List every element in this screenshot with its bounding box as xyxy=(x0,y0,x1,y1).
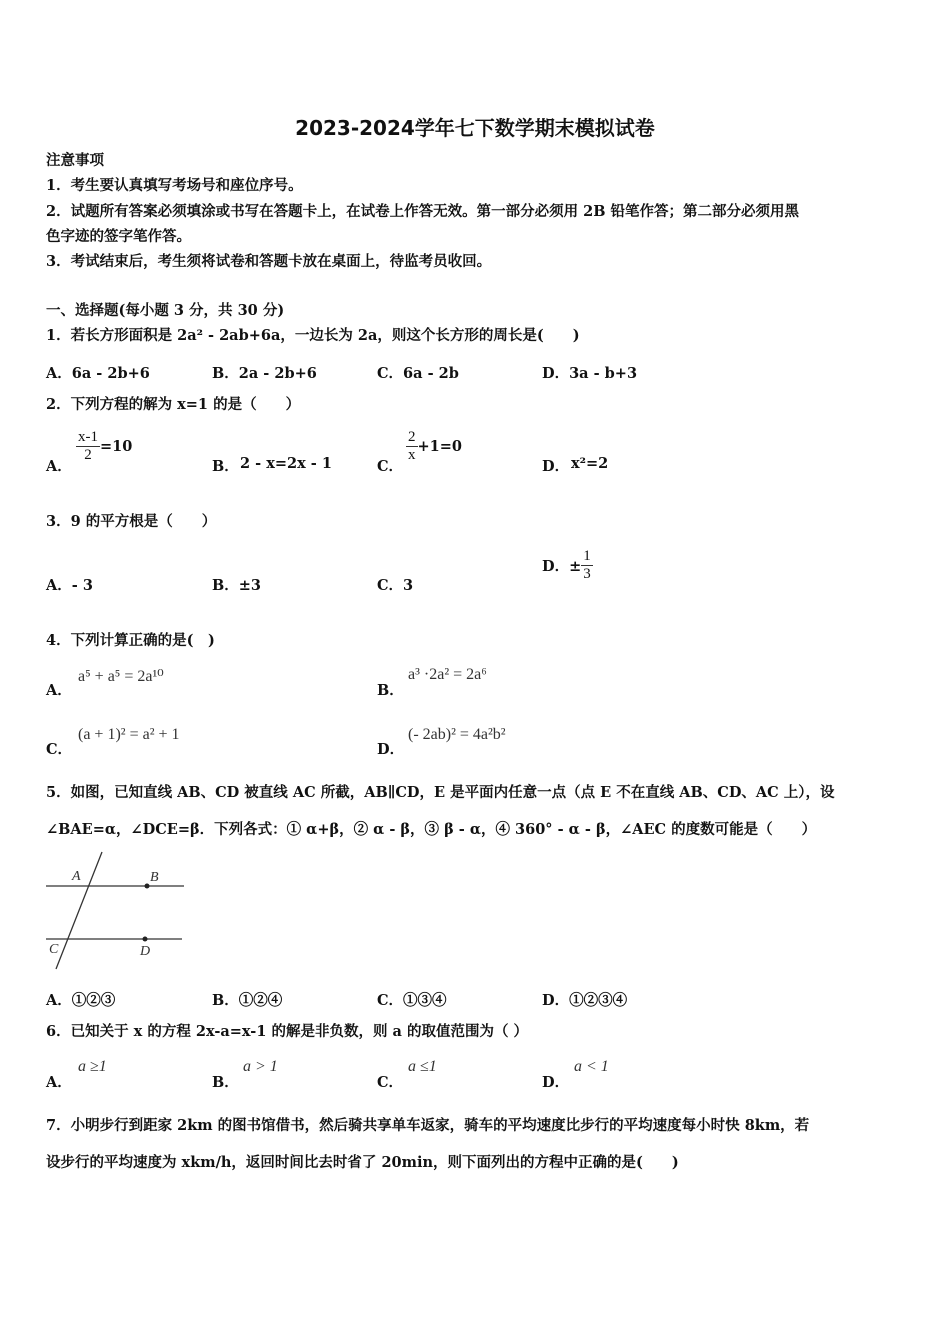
q6-option-b-label: B． xyxy=(212,1074,239,1091)
q5-option-b: B．①②④ xyxy=(212,992,283,1009)
question-1-stem: 1．若长方形面积是 2a² - 2ab+6a，一边长为 2a，则这个长方形的周长是( ) xyxy=(46,327,580,344)
notice-item: 3．考试结束后，考生须将试卷和答题卡放在桌面上，待监考员收回。 xyxy=(46,253,492,270)
q3-option-c: C．3 xyxy=(377,577,414,594)
q2-option-c-label: C． xyxy=(377,458,404,475)
fraction-numerator: 2 xyxy=(408,429,416,445)
point-b xyxy=(145,884,150,889)
label-b: B xyxy=(150,870,159,885)
q2-option-d-label: D． xyxy=(542,458,570,475)
q2-option-a-label: A． xyxy=(46,458,72,475)
q2-option-a xyxy=(76,429,132,464)
q1-option-c: C．6a - 2b xyxy=(377,365,459,382)
q1-option-b: B．2a - 2b+6 xyxy=(212,365,317,382)
q3-option-a: A．- 3 xyxy=(46,577,93,594)
question-3-stem: 3．9 的平方根是（ ） xyxy=(46,513,217,530)
q4-option-d-expr: (- 2ab)² = 4a²b² xyxy=(408,726,506,743)
equation-tail: +1=0 xyxy=(417,438,462,455)
q6-option-d-label: D． xyxy=(542,1074,570,1091)
question-7-line1: 7．小明步行到距家 2km 的图书馆借书，然后骑共享单车返家，骑车的平均速度比步行的平均速度每小时快 8km，若 xyxy=(46,1117,810,1134)
q4-option-c-label: C． xyxy=(46,741,73,758)
q5-option-a: A．①②③ xyxy=(46,992,116,1009)
q1-option-a: A．6a - 2b+6 xyxy=(46,365,150,382)
section-heading: 一、选择题(每小题 3 分，共 30 分) xyxy=(46,302,285,319)
q5-option-c: C．①③④ xyxy=(377,992,447,1009)
q4-option-b-label: B． xyxy=(377,682,404,699)
question-5-line1: 5．如图，已知直线 AB、CD 被直线 AC 所截，AB∥CD，E 是平面内任意一点（点 E 不在直线 AB、CD、AC 上），设 xyxy=(46,784,835,801)
parallel-lines-figure xyxy=(44,848,186,972)
q2-option-b-label: B． xyxy=(212,458,239,475)
question-6-stem: 6．已知关于 x 的方程 2x-a=x-1 的解是非负数，则 a 的取值范围为（ ） xyxy=(46,1023,529,1040)
fraction-numerator: x-1 xyxy=(78,429,98,445)
q4-option-c-expr: (a + 1)² = a² + 1 xyxy=(78,726,180,743)
label-a: A xyxy=(72,869,81,884)
q6-option-c-expr: a ≤1 xyxy=(408,1058,437,1075)
question-5-line2: ∠BAE=α，∠DCE=β．下列各式：① α+β，② α - β，③ β - α，④ 360° - α - β，∠AEC 的度数可能是（ ） xyxy=(46,821,817,838)
notice-item: 2．试题所有答案必须填涂或书写在答题卡上，在试卷上作答无效。第一部分必须用 2B 铅笔作答；第二部分必须用黑 xyxy=(46,203,800,220)
question-4-stem: 4．下列计算正确的是( ) xyxy=(46,632,215,649)
fraction-denominator: 3 xyxy=(583,566,591,582)
q6-option-b-expr: a > 1 xyxy=(243,1058,278,1075)
q2-option-d: x²=2 xyxy=(571,455,609,472)
label-d: D xyxy=(140,944,151,959)
question-7-line2: 设步行的平均速度为 xkm/h，返回时间比去时省了 20min，则下面列出的方程中正确的是( ) xyxy=(46,1154,679,1171)
q4-option-a-expr: a⁵ + a⁵ = 2a¹⁰ xyxy=(78,668,164,685)
point-d xyxy=(143,937,148,942)
q6-option-a-expr: a ≥1 xyxy=(78,1058,107,1075)
q2-option-c xyxy=(406,429,462,464)
fraction-numerator: 1 xyxy=(583,548,591,564)
q1-option-d: D．3a - b+3 xyxy=(542,365,638,382)
q6-option-d-expr: a < 1 xyxy=(574,1058,609,1075)
q4-option-a-label: A． xyxy=(46,682,72,699)
equation-tail: =10 xyxy=(100,438,133,455)
q6-option-c-label: C． xyxy=(377,1074,404,1091)
notice-item: 色字迹的签字笔作答。 xyxy=(46,228,191,245)
q3-option-d-label: D．± xyxy=(542,558,582,575)
q4-option-b-expr: a³ ·2a² = 2a⁶ xyxy=(408,666,487,683)
q4-option-d-label: D． xyxy=(377,741,405,758)
q6-option-a-label: A． xyxy=(46,1074,72,1091)
q3-option-d xyxy=(542,548,593,583)
q5-option-d: D．①②③④ xyxy=(542,992,628,1009)
notice-heading: 注意事项 xyxy=(46,152,104,169)
q2-option-b: 2 - x=2x - 1 xyxy=(240,455,332,472)
question-2-stem: 2．下列方程的解为 x=1 的是（ ） xyxy=(46,396,301,413)
fraction-denominator: x xyxy=(408,447,416,463)
q3-option-b: B．±3 xyxy=(212,577,261,594)
fraction-denominator: 2 xyxy=(84,447,92,463)
notice-item: 1．考生要认真填写考场号和座位序号。 xyxy=(46,177,303,194)
label-c: C xyxy=(49,942,59,957)
page-title: 2023-2024学年七下数学期末模拟试卷 xyxy=(295,116,655,140)
